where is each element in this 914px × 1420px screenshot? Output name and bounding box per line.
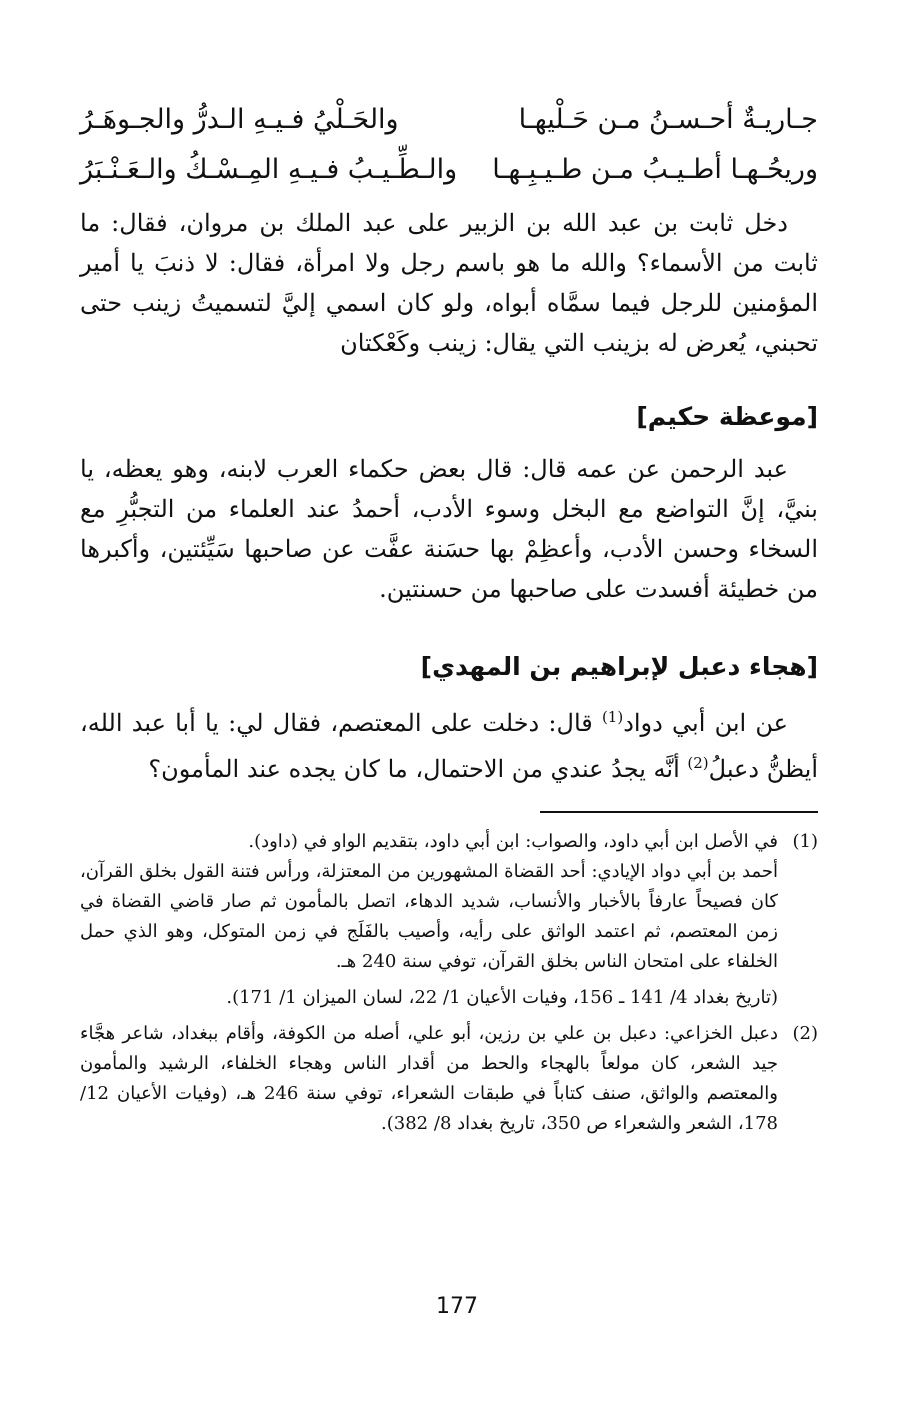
footnote-ref: (1): [601, 708, 624, 726]
footnote-body: [80, 827, 778, 1013]
verse-line: [80, 145, 818, 195]
footnote-text: أحمد بن أبي دواد الإيادي: أحد القضاة المشهورين من المعتزلة، ورأس فتنة القول بخلق القرآن، كان فصيحاً عارفاً بالأخبار والأنساب، شديد الدهاء، اتصل بالمأمون ثم صار قاضي القضاة في زمن المعتصم، ثم اعتمد الواثق على رأيه، وأصيب بالفَلَج في زمن المتوكل، وهو الذي حمل الخلفاء على امتحان الناس بخلق القرآن، توفي سنة 240 هـ.: [80, 861, 778, 972]
footnote-text: دعبل الخزاعي: دعبل بن علي بن رزين، أبو علي، أصله من الكوفة، وأقام ببغداد، شاعر هجَّاء جيد الشعر، كان مولعاً بالهجاء والحط من أقدار الناس وهجاء الخلفاء، الرشيد والمأمون والمعتصم والواثق، صنف كتاباً في طبقات الشعراء، توفي سنة 246 هـ، (وفيات الأعيان 12/ 178، الشعر والشعراء ص 350، تاريخ بغداد 8/ 382).: [80, 1023, 778, 1134]
footnote-ref: (2): [687, 754, 709, 772]
footnote-divider: [540, 811, 818, 813]
verse-line: [80, 95, 818, 145]
footnote-number: (2): [792, 1023, 818, 1044]
footnote-number: (1): [792, 831, 818, 852]
paragraph-wisdom: عبد الرحمن عن عمه قال: قال بعض حكماء العرب لابنه، وهو يعظه، يا بنيَّ، إنَّ التواضع مع البخل وسوء الأدب، أحمدُ عند العلماء من التجبُّرِ مع السخاء وحسن الأدب، وأعظِمْ بها حسَنة عفَّت عن صاحبها سَيِّئتين، وأكبرها من خطيئة أفسدت على صاحبها من حسنتين.: [80, 455, 818, 603]
paragraph-text: أنَّه يجدُ عندي من الاحتمال، ما كان يجده عند المأمون؟: [148, 755, 688, 783]
paragraph-text: عن ابن أبي دواد: [623, 709, 788, 737]
verse-hemistich-left: والـطِّـيـبُ فـيـهِ المِـسْـكُ والـعَـنْـبَرُ: [80, 154, 458, 185]
paragraph-dibil: [80, 697, 818, 789]
verse-hemistich-right: وريحُـهـا أطـيـبُ مـن طـيـبِـهـا: [492, 154, 818, 185]
section-heading: [موعظة حكيم]: [636, 402, 818, 431]
section-heading: [هجاء دعبل لإبراهيم بن المهدي]: [420, 652, 818, 681]
footnote-text: (تاريخ بغداد 4/ 141 ـ 156، وفيات الأعيان 1/ 22، لسان الميزان 1/ 171).: [226, 987, 778, 1008]
verse-hemistich-right: جـاريـةٌ أحـسـنُ مـن حَـلْيهـا: [518, 104, 818, 135]
footnote: [80, 1019, 818, 1139]
footnote-body: [80, 1019, 778, 1139]
page-number: 177: [436, 1294, 478, 1319]
page-content: [80, 95, 818, 1139]
paragraph-text: قال: دخلت على المعتصم، فقال لي: يا أبا عبد الله، أيظنُّ دعبلُ: [80, 709, 818, 783]
footnote-text: في الأصل ابن أبي داود، والصواب: ابن أبي داود، بتقديم الواو في (داود).: [248, 831, 778, 852]
paragraph-thabit: دخل ثابت بن عبد الله بن الزبير على عبد الملك بن مروان، فقال: ما ثابت من الأسماء؟ والله ما هو باسم رجل ولا امرأة، فقال: لا ذنبَ يا أمير المؤمنين للرجل فيما سمَّاه أبواه، ولو كان اسمي إليَّ لتسميتُ زينب حتى تحبني، يُعرض له بزينب التي يقال: زينب وكَعْكتان: [80, 209, 818, 357]
footnote: [80, 827, 818, 1013]
verse-hemistich-left: والحَـلْيُ فـيـهِ الـدرُّ والجـوهَـرُ: [80, 104, 399, 135]
